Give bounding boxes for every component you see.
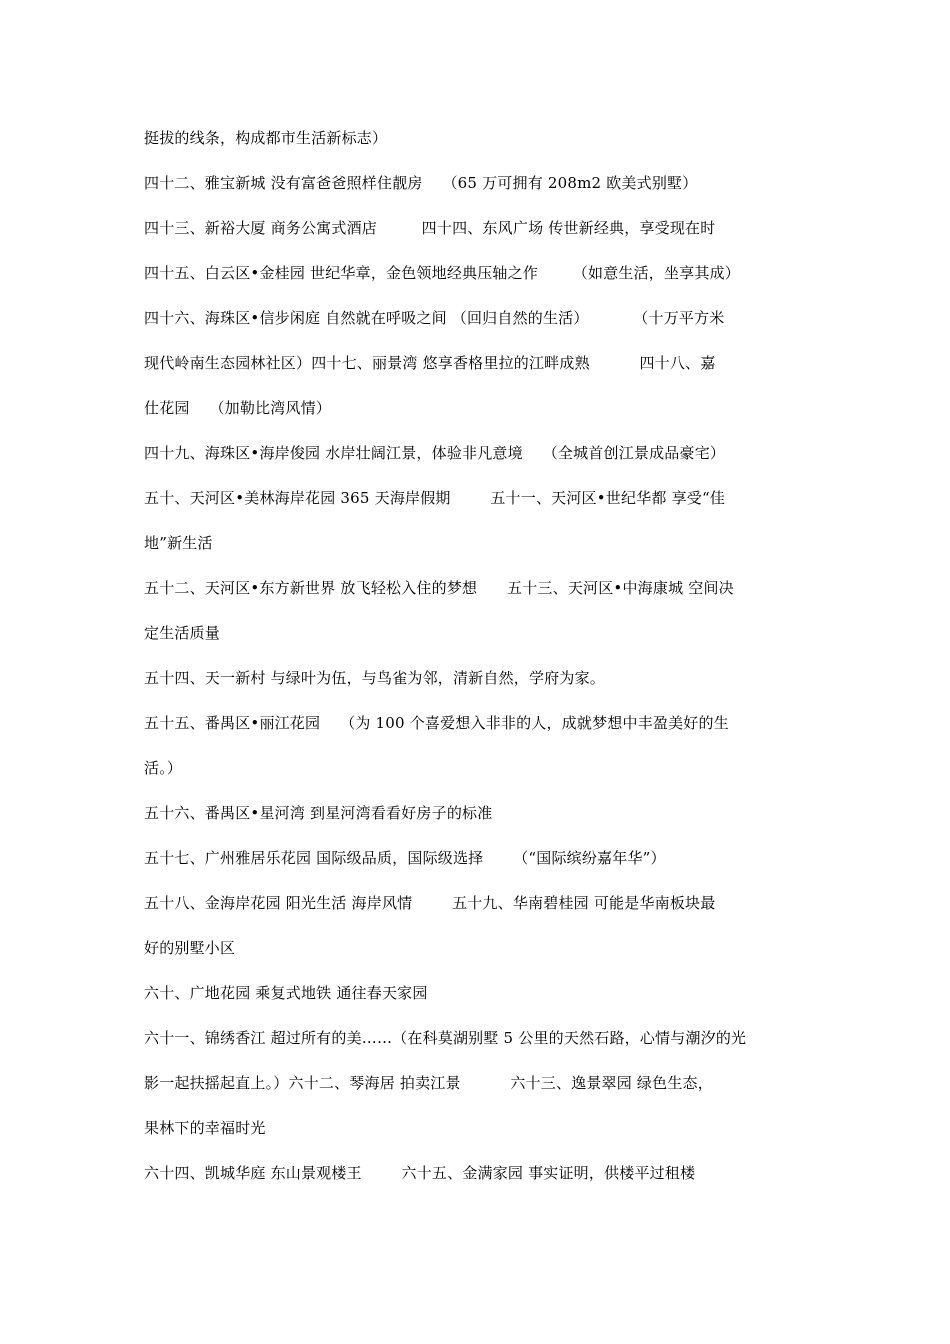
text-line: 果林下的幸福时光 (144, 1119, 266, 1137)
text-line: 六十一、锦绣香江 超过所有的美……（在科莫湖别墅 5 公里的天然石路，心情与潮汐的光 (144, 1029, 747, 1047)
text-line: 四十六、海珠区•信步闲庭 自然就在呼吸之间 （回归自然的生活） （十万平方米 (144, 309, 725, 327)
text-line: 五十二、天河区•东方新世界 放飞轻松入住的梦想 五十三、天河区•中海康城 空间决 (144, 579, 734, 597)
text-line: 四十二、雅宝新城 没有富爸爸照样住靓房 （65 万可拥有 208m2 欧美式别墅） (144, 174, 698, 192)
text-line: 五十七、广州雅居乐花园 国际级品质，国际级选择 （“国际缤纷嘉年华”） (144, 849, 666, 867)
text-line: 五十四、天一新村 与绿叶为伍，与鸟雀为邻，清新自然，学府为家。 (144, 669, 605, 687)
text-line: 仕花园 （加勒比湾风情） (144, 399, 332, 417)
text-line: 五十、天河区•美林海岸花园 365 天海岸假期 五十一、天河区•世纪华都 享受“佳 (144, 489, 726, 507)
text-line: 好的别墅小区 (144, 939, 236, 957)
text-line: 四十五、白云区•金桂园 世纪华章，金色领地经典压轴之作 （如意生活，坐享其成） (144, 264, 740, 282)
text-line: 四十三、新裕大厦 商务公寓式酒店 四十四、东风广场 传世新经典，享受现在时 (144, 219, 716, 237)
text-line: 五十六、番禺区•星河湾 到星河湾看看好房子的标准 (144, 804, 493, 822)
text-line: 现代岭南生态园林社区）四十七、丽景湾 悠享香格里拉的江畔成熟 四十八、嘉 (144, 354, 716, 372)
text-line: 六十四、凯城华庭 东山景观楼王 六十五、金满家园 事实证明，供楼平过租楼 (144, 1164, 696, 1182)
text-line: 五十五、番禺区•丽江花园 （为 100 个喜爱想入非非的人，成就梦想中丰盈美好的生 (144, 714, 729, 732)
text-line: 五十八、金海岸花园 阳光生活 海岸风情 五十九、华南碧桂园 可能是华南板块最 (144, 894, 716, 912)
text-line: 影一起扶摇起直上。）六十二、琴海居 拍卖江景 六十三、逸景翠园 绿色生态， (144, 1074, 713, 1092)
text-line: 活。） (144, 759, 183, 777)
text-line: 挺拔的线条，构成都市生活新标志） (144, 129, 388, 147)
text-line: 地”新生活 (144, 534, 213, 552)
text-line: 六十、广地花园 乘复式地铁 通往春天家园 (144, 984, 428, 1002)
text-line: 四十九、海珠区•海岸俊园 水岸壮阔江景，体验非凡意境 （全城首创江景成品豪宅） (144, 444, 726, 462)
text-line: 定生活质量 (144, 624, 221, 642)
